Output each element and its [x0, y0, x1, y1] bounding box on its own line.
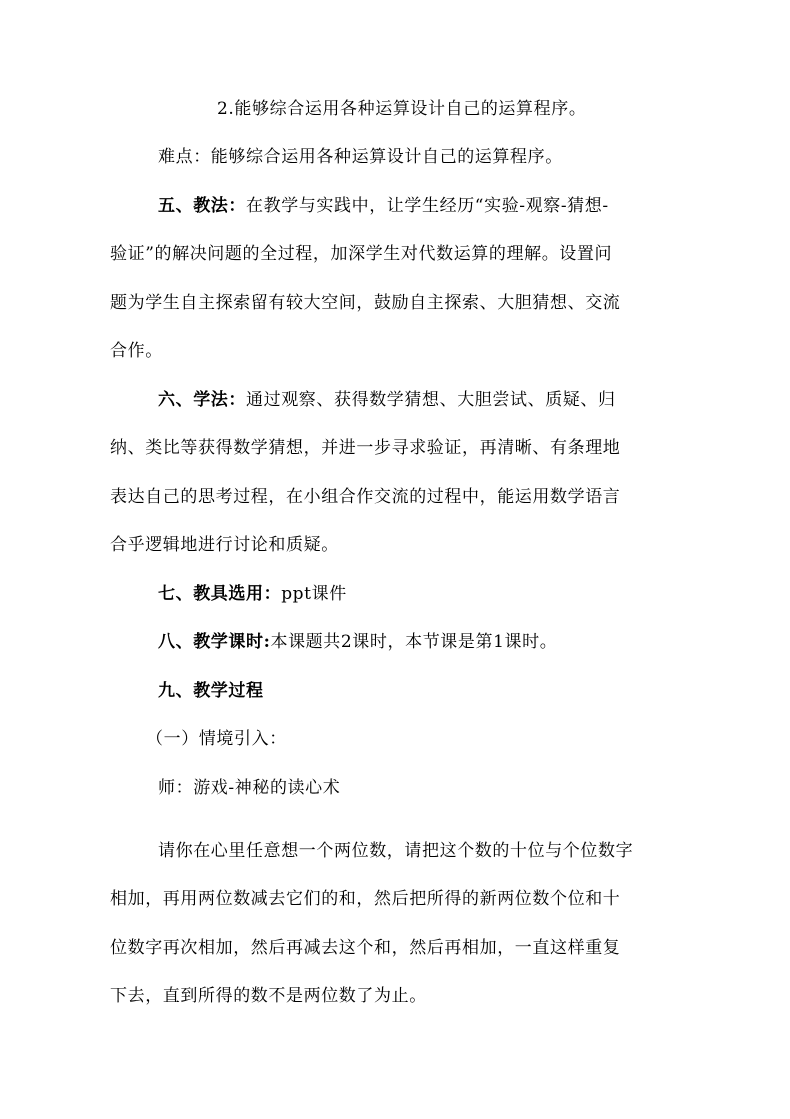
learning-method-line-2: 纳、类比等获得数学猜想，并进一步寻求验证，再清晰、有条理地: [110, 438, 621, 458]
goal-item-2: 2.能够综合运用各种运算设计自己的运算程序。: [217, 99, 587, 119]
teaching-method-line-2: 验证”的解决问题的全过程，加深学生对代数运算的理解。设置问: [110, 244, 613, 264]
teaching-method-text: 在教学与实践中，让学生经历“实验-观察-猜想-: [246, 196, 609, 216]
learning-method-line-4: 合乎逻辑地进行讨论和质疑。: [110, 535, 339, 555]
game-instruction-line-4: 下去，直到所得的数不是两位数了为止。: [110, 986, 427, 1006]
class-hours-line: [158, 630, 557, 654]
teaching-tools-text: ppt课件: [281, 584, 347, 604]
teaching-process-heading: 九、教学过程: [158, 681, 264, 701]
class-hours-text: 本课题共2课时，本节课是第1课时。: [270, 632, 558, 652]
teaching-tools-line: [158, 582, 347, 606]
learning-method-heading: 六、学法：: [158, 390, 246, 410]
learning-method-line-3: 表达自己的思考过程，在小组合作交流的过程中，能运用数学语言: [110, 487, 621, 507]
game-instruction-line-1: 请你在心里任意想一个两位数，请把这个数的十位与个位数字: [158, 841, 634, 861]
teaching-tools-heading: 七、教具选用：: [158, 584, 282, 604]
teacher-game-line: 师：游戏-神秘的读心术: [158, 778, 341, 798]
difficulty-line: 难点：能够综合运用各种运算设计自己的运算程序。: [158, 147, 563, 167]
teaching-method-line: [158, 194, 609, 218]
teaching-method-heading: 五、教法：: [158, 196, 246, 216]
class-hours-heading: 八、教学课时:: [158, 632, 271, 652]
game-instruction-line-3: 位数字再次相加，然后再减去这个和，然后再相加，一直这样重复: [110, 938, 621, 958]
teaching-method-line-3: 题为学生自主探索留有较大空间，鼓励自主探索、大胆猜想、交流: [110, 293, 621, 313]
learning-method-line: [158, 388, 616, 412]
game-instruction-line-2: 相加，再用两位数减去它们的和，然后把所得的新两位数个位和十: [110, 889, 621, 909]
situation-intro-heading: （一）情境引入：: [146, 729, 287, 749]
teaching-method-line-4: 合作。: [110, 341, 163, 361]
learning-method-text: 通过观察、获得数学猜想、大胆尝试、质疑、归: [246, 390, 616, 410]
